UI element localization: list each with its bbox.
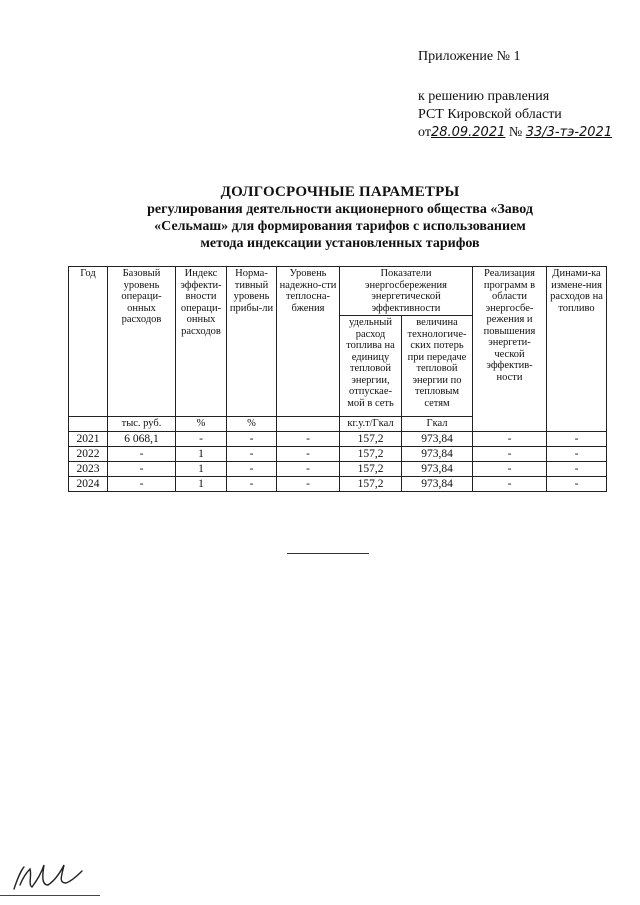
cell-index: 1 bbox=[176, 461, 227, 476]
cell-profit: - bbox=[227, 431, 277, 446]
appendix-label: Приложение № 1 bbox=[418, 49, 521, 64]
unit-base-level: тыс. руб. bbox=[108, 417, 176, 432]
cell-programs: - bbox=[473, 476, 547, 491]
cell-base: - bbox=[108, 476, 176, 491]
title-line-4: метода индексации установленных тарифов bbox=[200, 236, 480, 251]
cell-index: 1 bbox=[176, 446, 227, 461]
decision-number: 33/3-тэ-2021 bbox=[525, 125, 613, 140]
decision-line-1: к решению правления bbox=[418, 89, 550, 104]
cell-profit: - bbox=[227, 446, 277, 461]
header-base-level: Базовый уровень операци-онных расходов bbox=[108, 267, 176, 417]
header-losses: величина технологиче-ских потерь при передаче тепловой энергии по тепловым сетям bbox=[402, 316, 473, 417]
header-row-1 bbox=[69, 267, 607, 316]
table-row bbox=[69, 431, 607, 446]
cell-dynamics: - bbox=[547, 446, 607, 461]
cell-year: 2023 bbox=[69, 461, 108, 476]
decision-date: 28.09.2021 bbox=[430, 125, 506, 140]
cell-losses: 973,84 bbox=[402, 431, 473, 446]
cell-losses: 973,84 bbox=[402, 461, 473, 476]
cell-base: 6 068,1 bbox=[108, 431, 176, 446]
cell-reliability: - bbox=[277, 476, 340, 491]
decision-line-2: РСТ Кировской области bbox=[418, 107, 562, 122]
handwritten-signature bbox=[8, 855, 98, 895]
decision-number-sign: № bbox=[508, 125, 523, 140]
cell-reliability: - bbox=[277, 461, 340, 476]
decision-reference bbox=[418, 88, 612, 142]
decision-line-3 bbox=[418, 124, 612, 142]
unit-profit-level: % bbox=[227, 417, 277, 432]
unit-reliability bbox=[277, 417, 340, 432]
cell-reliability: - bbox=[277, 431, 340, 446]
title-line-2: регулирования деятельности акционерного общества «Завод bbox=[147, 202, 533, 217]
header-fuel-dynamics: Динами-ка измене-ния расходов на топливо bbox=[547, 267, 607, 432]
cell-base: - bbox=[108, 446, 176, 461]
unit-year bbox=[69, 417, 108, 432]
header-year: Год bbox=[69, 267, 108, 417]
cell-programs: - bbox=[473, 431, 547, 446]
cell-year: 2024 bbox=[69, 476, 108, 491]
cell-fuel: 157,2 bbox=[340, 446, 402, 461]
cell-programs: - bbox=[473, 446, 547, 461]
cell-programs: - bbox=[473, 461, 547, 476]
signature-underline bbox=[0, 895, 100, 896]
table-row bbox=[69, 461, 607, 476]
cell-dynamics: - bbox=[547, 431, 607, 446]
cell-losses: 973,84 bbox=[402, 476, 473, 491]
cell-profit: - bbox=[227, 476, 277, 491]
cell-reliability: - bbox=[277, 446, 340, 461]
cell-base: - bbox=[108, 461, 176, 476]
cell-fuel: 157,2 bbox=[340, 431, 402, 446]
table-row bbox=[69, 446, 607, 461]
cell-year: 2021 bbox=[69, 431, 108, 446]
cell-fuel: 157,2 bbox=[340, 476, 402, 491]
cell-losses: 973,84 bbox=[402, 446, 473, 461]
header-fuel-rate: удельный расход топлива на единицу тепловой энергии, отпускае-мой в сеть bbox=[340, 316, 402, 417]
header-profit-level: Норма-тивный уровень прибы-ли bbox=[227, 267, 277, 417]
header-programs: Реализация программ в области энергосбе-режения и повышения энергети-ческой эффектив-ности bbox=[473, 267, 547, 432]
unit-fuel-rate: кг.у.т/Гкал bbox=[340, 417, 402, 432]
header-reliability: Уровень надежно-сти теплосна-бжения bbox=[277, 267, 340, 417]
cell-dynamics: - bbox=[547, 461, 607, 476]
cell-year: 2022 bbox=[69, 446, 108, 461]
title-line-1: ДОЛГОСРОЧНЫЕ ПАРАМЕТРЫ bbox=[220, 184, 460, 200]
parameters-table bbox=[68, 266, 607, 492]
decision-from: от bbox=[418, 125, 431, 140]
unit-efficiency-index: % bbox=[176, 417, 227, 432]
document-title bbox=[110, 184, 570, 252]
header-energy-group: Показатели энергосбережения энергетической эффективности bbox=[340, 267, 473, 316]
title-line-3: «Сельмаш» для формирования тарифов с использованием bbox=[154, 219, 526, 234]
cell-profit: - bbox=[227, 461, 277, 476]
table-row bbox=[69, 476, 607, 491]
cell-fuel: 157,2 bbox=[340, 461, 402, 476]
cell-index: 1 bbox=[176, 476, 227, 491]
unit-losses: Гкал bbox=[402, 417, 473, 432]
header-efficiency-index: Индекс эффекти-вности операци-онных расходов bbox=[176, 267, 227, 417]
cell-index: - bbox=[176, 431, 227, 446]
end-separator-line bbox=[287, 553, 369, 554]
cell-dynamics: - bbox=[547, 476, 607, 491]
